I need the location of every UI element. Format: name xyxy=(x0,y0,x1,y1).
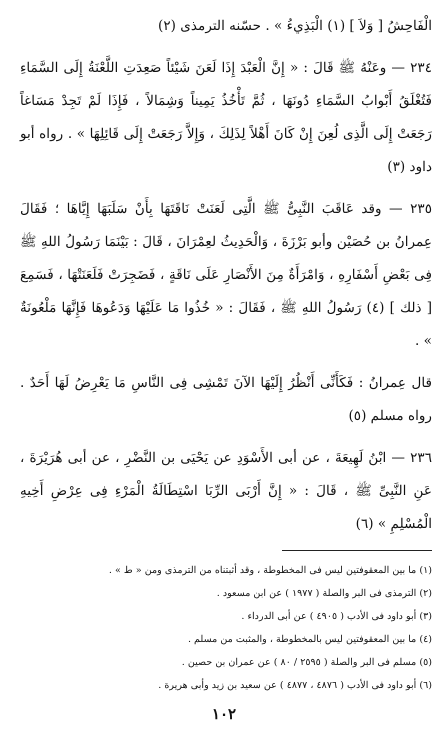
footnote: (٦) أبو داود فى الأدب ( ٤٨٧٦ ، ٤٨٧٧ ) عن سعيد بن زيد وأبى هريرة . xyxy=(158,680,432,691)
hadith-235-imran-remark xyxy=(20,367,432,433)
hadith-236-text: ٢٣٦ — ابْنُ لَهِيعَةَ ، عن أبى الأَسْوَدِ عن يَحْيَى بن النَّضْرِ ، عن أبى هُرَيْرَةَ ، عَنِ النَّبِىِّ ﷺ ، قَالَ : « إِنَّ أَرْبَى الرِّبَا اسْتِطَالَةُ الْمَرْءِ فِى عِرْضِ أَخِيهِ الْمُسْلِمِ » (٦) xyxy=(20,450,432,532)
footnote-divider xyxy=(282,550,432,551)
footnote: (٣) أبو داود فى الأدب ( ٤٩٠٥ ) عن أبى الدرداء . xyxy=(241,611,432,622)
footnotes xyxy=(20,559,432,697)
page-number: ١٠٢ xyxy=(211,705,237,723)
hadith-235 xyxy=(20,193,432,358)
hadith-235-text: ٢٣٥ — وقد عَاقَبَ النَّبِىُّ ﷺ الَّتِى لَعَنَتْ نَاقَتَهَا بِأَنْ سَلَبَهَا إِيَّاهَا ؛ فَقَالَ عِمرانُ بن حُصَيْن وأبو بَرْزَةَ ، وَالْحَدِيثُ لعِمْرَانَ ، قَالَ : بَيْنَمَا رَسُولُ اللهِ ﷺ فِى بَعْضِ أَسْفَارِهِ ، وَامْرَأَةٌ مِنَ الأَنْصَارِ عَلَى نَاقَةٍ ، فَضَجِرَتْ فَلَعَنَتْهَا ، فَسَمِعَ [ ذلك ] (٤) رَسُولُ اللهِ ﷺ ، فَقَالَ : « خُذُوا مَا عَلَيْهَا وَدَعُوهَا فَإِنَّهَا مَلْعُونَةٌ » . xyxy=(20,201,432,349)
hadith-235-remark-text: قال عِمرانُ : فَكَأَنِّى أَنْظُرُ إِلَيْهَا الآنَ تَمْشِى فِى النَّاسِ مَا يَعْرِضُ لَهَا أَحَدٌ . رواه مسلم (٥) xyxy=(20,375,432,424)
footnote: (٥) مسلم فى البر والصلة ( ٢٥٩٥ / ٨٠ ) عن عمران بن حصين . xyxy=(181,657,432,668)
hadith-236 xyxy=(20,442,432,541)
footnote: (١) ما بين المعقوفتين ليس فى المخطوطة ، وقد أثبتناه من الترمذى ومن « ط » . xyxy=(108,565,432,576)
hadith-234-text: ٢٣٤ — وعَنْهُ ﷺ قَالَ : « إِنَّ الْعَبْدَ إِذَا لَعَنَ شَيْئاً صَعِدَتِ اللَّعْنَةُ إِلَى السَّمَاءِ فَتُغْلَقُ أَبْوابُ السَّمَاءِ دُونَهَا ، ثُمَّ تَأْخُذُ يَمِيناً وَشِمَالاً ، فَإِذَا لَمْ تَجِدْ مَسَاغاً رَجَعَتْ إِلَى الَّذِى لُعِنَ إِنْ كَانَ أَهْلاً لِذَلِكَ ، وَإِلاَّ رَجَعَتْ إِلَى قَائِلِهَا » . رواه أبو داود (٣) xyxy=(20,60,432,175)
footnote: (٤) ما بين المعقوفتين ليس بالمخطوطة ، والمثبت من مسلم . xyxy=(187,634,432,645)
hadith-233-ending xyxy=(20,10,432,43)
footnote: (٢) الترمذى فى البر والصلة ( ١٩٧٧ ) عن ابن مسعود . xyxy=(216,588,432,599)
hadith-234 xyxy=(20,52,432,184)
hadith-233-text: الْفَاحِشُ [ وَلاَ ] (١) الْبَذِيءُ » . حسّنه الترمذى (٢) xyxy=(158,18,432,34)
